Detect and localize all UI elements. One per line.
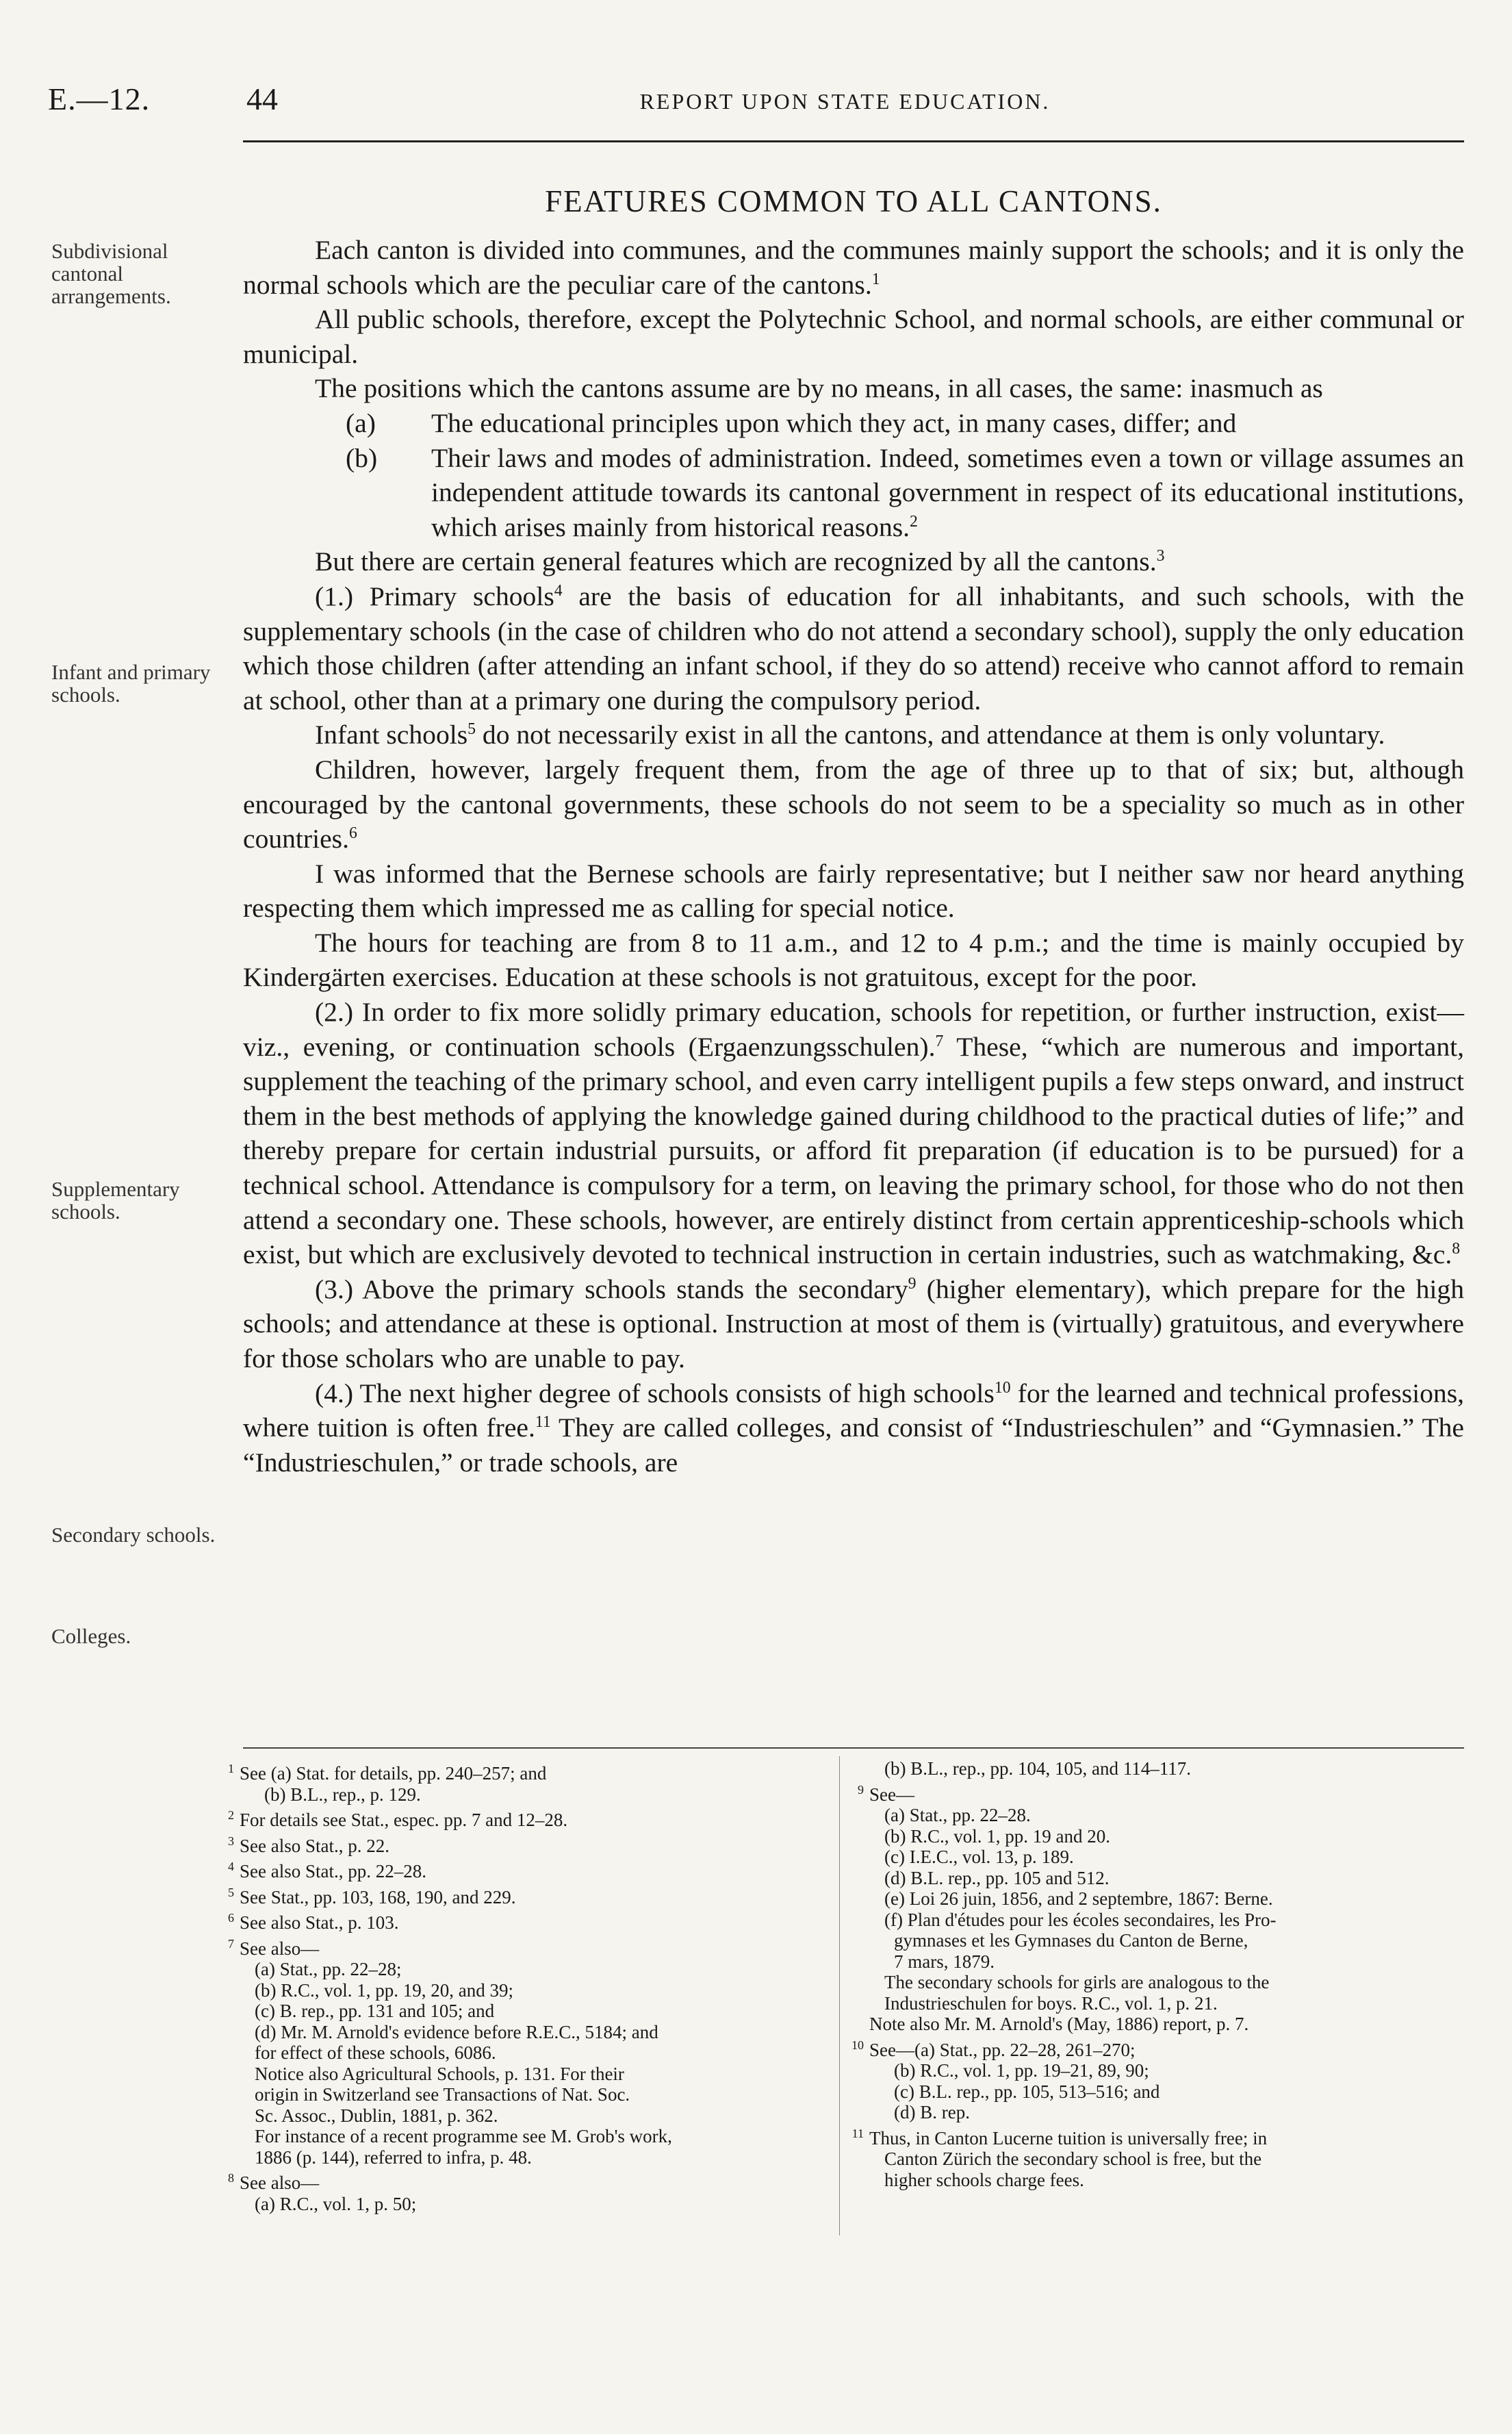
- footnote-text: (c) B. rep., pp. 131 and 105; and: [255, 2001, 495, 2021]
- paragraph: The positions which the cantons assume are by no means, in all cases, the same: inasmuch as: [315, 373, 1323, 404]
- footnote-line: [219, 1805, 835, 1831]
- footnote-text: (c) I.E.C., vol. 13, p. 189.: [884, 1847, 1074, 1867]
- footnote-line: [219, 2064, 835, 2085]
- footnote-text: for effect of these schools, 6086.: [255, 2042, 496, 2063]
- footnote-text: (b) B.L., rep., p. 129.: [264, 1784, 421, 1805]
- list-item-a: (a) The educational principles upon which they act, in many cases, differ; and: [346, 407, 1237, 438]
- margin-note-subdivisional: Subdivisional cantonal arrangements.: [51, 239, 171, 308]
- footnote-line: [849, 2102, 1465, 2123]
- footnote-text: See—: [869, 1784, 914, 1805]
- footnote-text: (b) R.C., vol. 1, pp. 19, 20, and 39;: [255, 1979, 513, 2001]
- footnote-line: [849, 1868, 1465, 1889]
- footnote-line: [849, 2060, 1465, 2081]
- footnotes-right-column: [849, 1758, 1465, 2190]
- margin-note-infant-primary: Infant and primary schools.: [51, 660, 211, 707]
- footnote-column-divider: [839, 1756, 840, 2235]
- footnote-text: higher schools charge fees.: [884, 2169, 1084, 2190]
- footnote-line: [219, 1959, 835, 1980]
- footnote-mark: 8: [228, 2171, 234, 2185]
- footnote-text: Sc. Assoc., Dublin, 1881, p. 362.: [255, 2105, 498, 2126]
- footnote-line: [849, 1847, 1465, 1868]
- footnote-text: For instance of a recent programme see M. Grob's work,: [255, 2126, 672, 2146]
- footnote-text: See Stat., pp. 103, 168, 190, and 229.: [240, 1886, 516, 1907]
- footnote-line: [849, 2123, 1465, 2149]
- footnote-line: [849, 1888, 1465, 1910]
- footnote-text: (b) R.C., vol. 1, pp. 19–21, 89, 90;: [894, 2060, 1149, 2081]
- footnote-text: Canton Zürich the secondary school is free, but the: [884, 2148, 1262, 2169]
- paragraph: Infant schools$^5$ do not necessarily exist in all the cantons, and attendance at them is only voluntary.: [315, 720, 1385, 750]
- footnote-text: (c) B.L. rep., pp. 105, 513–516; and: [894, 2081, 1160, 2102]
- footnote-mark: 6: [228, 1911, 234, 1925]
- header-rule: [243, 140, 1464, 142]
- footnote-text: For details see Stat., espec. pp. 7 and 12–28.: [240, 1810, 568, 1830]
- document-code: E.—12.: [48, 81, 151, 116]
- footnote-rule: [243, 1747, 1464, 1749]
- footnote-line: [849, 1779, 1465, 1805]
- footnote-line: [219, 1856, 835, 1882]
- margin-note-secondary: Secondary schools.: [51, 1523, 216, 1547]
- footnote-line: [219, 1934, 835, 1960]
- footnote-mark: 10: [851, 2038, 864, 2052]
- footnote-mark: 2: [228, 1808, 234, 1822]
- footnote-text: See—(a) Stat., pp. 22–28, 261–270;: [869, 2039, 1136, 2060]
- footnote-text: (b) R.C., vol. 1, pp. 19 and 20.: [884, 1825, 1110, 1847]
- footnote-text: Industrieschulen for boys. R.C., vol. 1, p. 21.: [884, 1992, 1218, 2014]
- footnote-line: [219, 2084, 835, 2105]
- footnote-text: (d) B.L. rep., pp. 105 and 512.: [884, 1867, 1110, 1888]
- footnote-text: (e) Loi 26 juin, 1856, and 2 septembre, 1867: Berne.: [884, 1888, 1273, 1909]
- footnote-line: [849, 2170, 1465, 2191]
- paragraph: Each canton is divided into communes, and the communes mainly support the schools; and it is only the normal schools which are the peculiar care of the cantons.$^1$: [243, 235, 1464, 300]
- footnote-text: See (a) Stat. for details, pp. 240–257; and: [240, 1763, 547, 1784]
- paragraph: All public schools, therefore, except the Polytechnic School, and normal schools, are either communal or municipal.: [243, 304, 1464, 369]
- footnote-line: [219, 2105, 835, 2127]
- footnote-text: The secondary schools for girls are analogous to the: [884, 1972, 1270, 1992]
- footnote-text: Thus, in Canton Lucerne tuition is universally free; in: [869, 2127, 1268, 2148]
- footnote-text: Note also Mr. M. Arnold's (May, 1886) report, p. 7.: [869, 2014, 1249, 2034]
- footnote-text: (a) R.C., vol. 1, p. 50;: [255, 2193, 417, 2214]
- footnote-mark: 1: [228, 1762, 234, 1775]
- footnote-text: See also Stat., pp. 22–28.: [240, 1861, 426, 1881]
- footnote-text: 7 mars, 1879.: [894, 1951, 995, 1972]
- footnote-line: [219, 2126, 835, 2147]
- paragraph: (2.) In order to fix more solidly primary education, schools for repetition, or further instruction, exist—viz., evening, or continuation schools (Ergaenzungsschulen).$^7$ These, “which are numerous and important, supplement the teaching of the primary school, and even carry intelligent pupils a few steps onward, and instruct them in the best methods of applying the knowledge gained during childhood to the practical duties of life;” and thereby prepare for certain industrial pursuits, or afford fit preparation (if education is to be pursued) for a technical school. Attendance is compulsory for a term, on leaving the primary school, for those who do not then attend a secondary one. These schools, however, are entirely distinct from certain apprenticeship-schools which exist, but which are exclusively devoted to technical instruction in certain industries, such as watchmaking, &c.$^8$: [243, 997, 1464, 1270]
- footnote-line: [849, 1910, 1465, 1931]
- footnote-mark: 5: [228, 1885, 234, 1899]
- footnote-mark: 11: [851, 2126, 864, 2140]
- footnote-line: [219, 1907, 835, 1934]
- body-text: [243, 233, 1464, 1480]
- footnote-line: [219, 2042, 835, 2064]
- footnote-line: [849, 1993, 1465, 2014]
- footnote-text: (f) Plan d'études pour les écoles secondaires, les Pro-: [884, 1909, 1277, 1930]
- footnote-line: [219, 1758, 835, 1784]
- page-number: 44: [246, 81, 278, 116]
- paragraph: Children, however, largely frequent them, from the age of three up to that of six; but, although encouraged by the cantonal governments, these schools do not seem to be a speciality so much as in other countries.$^6$: [243, 754, 1464, 854]
- footnote-mark: 7: [228, 1936, 234, 1951]
- footnote-line: [849, 1826, 1465, 1847]
- section-heading: FEATURES COMMON TO ALL CANTONS.: [545, 184, 1162, 218]
- page-header: [48, 81, 1464, 129]
- footnote-text: 1886 (p. 144), referred to infra, p. 48.: [255, 2146, 532, 2168]
- paragraph: (4.) The next higher degree of schools consists of high schools$^{10}$ for the learned and technical professions, where tuition is often free.$^{11}$ They are called colleges, and consist of “Industrieschulen” and “Gymnasien.” The “Industrieschulen,” or trade schools, are: [243, 1378, 1464, 1478]
- footnote-line: [219, 2001, 835, 2022]
- footnote-line: [849, 1805, 1465, 1826]
- footnote-line: [849, 2035, 1465, 2061]
- footnote-line: [849, 1972, 1465, 1993]
- footnote-text: See also Stat., p. 103.: [240, 1912, 399, 1933]
- footnote-mark: 9: [858, 1782, 864, 1797]
- footnote-line: [219, 1784, 835, 1805]
- footnote-line: [849, 2081, 1465, 2103]
- footnote-line: [219, 2147, 835, 2168]
- paragraph: (3.) Above the primary schools stands the secondary$^9$ (higher elementary), which prepare for the high schools; and attendance at these is optional. Instruction at most of them is (virtually) gratuitous, and everywhere for those scholars who are unable to pay.: [243, 1273, 1464, 1373]
- footnote-text: (a) Stat., pp. 22–28;: [255, 1959, 402, 1979]
- footnotes-left-column: [219, 1758, 835, 2214]
- paragraph: The hours for teaching are from 8 to 11 a.m., and 12 to 4 p.m.; and the time is mainly occupied by Kindergärten exercises. Education at these schools is not gratuitous, except for the poor.: [243, 927, 1464, 993]
- footnote-text: See also—: [240, 2172, 320, 2193]
- paragraph: But there are certain general features which are recognized by all the cantons.$^3$: [315, 546, 1165, 577]
- footnote-line: [219, 1882, 835, 1908]
- footnote-line: [219, 2194, 835, 2215]
- footnote-text: (d) B. rep.: [894, 2102, 970, 2122]
- footnote-text: (b) B.L., rep., pp. 104, 105, and 114–117.: [884, 1758, 1191, 1779]
- footnote-line: [219, 2022, 835, 2043]
- paragraph: (1.) Primary schools$^4$ are the basis of education for all inhabitants, and such schools, with the supplementary schools (in the case of children who do not attend a secondary school), supply the only education which those children (after attending an infant school, if they do so attend) receive who cannot afford to remain at school, other than at a primary one during the compulsory period.: [243, 581, 1464, 715]
- footnote-line: [849, 1758, 1465, 1779]
- footnote-text: See also Stat., p. 22.: [240, 1835, 389, 1856]
- footnote-line: [849, 1930, 1465, 1951]
- footnote-mark: 3: [228, 1834, 234, 1848]
- footnote-line: [849, 2014, 1465, 2035]
- footnote-text: gymnases et les Gymnases du Canton de Berne,: [894, 1930, 1248, 1951]
- footnote-mark: 4: [228, 1860, 234, 1873]
- margin-note-colleges: Colleges.: [51, 1624, 131, 1648]
- margin-note-supplementary: Supplementary schools.: [51, 1177, 180, 1224]
- paragraph: I was informed that the Bernese schools are fairly representative; but I neither saw nor heard anything respecting them which impressed me as calling for special notice.: [243, 858, 1464, 924]
- footnote-text: (d) Mr. M. Arnold's evidence before R.E.C., 5184; and: [255, 2021, 658, 2042]
- footnote-line: [219, 1980, 835, 2001]
- footnote-text: origin in Switzerland see Transactions of Nat. Soc.: [255, 2084, 630, 2105]
- footnote-text: See also—: [240, 1938, 320, 1959]
- list-item-b: (b) Their laws and modes of administration. Indeed, sometimes even a town or village assumes an independent attitude towards its cantonal government in respect of its educational institutions, which arises mainly from historical reasons.$^2$: [346, 442, 1464, 542]
- footnote-line: [219, 1831, 835, 1857]
- footnote-text: Notice also Agricultural Schools, p. 131. For their: [255, 2063, 624, 2084]
- running-title: REPORT UPON STATE EDUCATION.: [639, 89, 1051, 114]
- footnote-line: [849, 2148, 1465, 2170]
- footnote-line: [219, 2168, 835, 2194]
- footnote-text: (a) Stat., pp. 22–28.: [884, 1805, 1031, 1825]
- footnote-line: [849, 1951, 1465, 1973]
